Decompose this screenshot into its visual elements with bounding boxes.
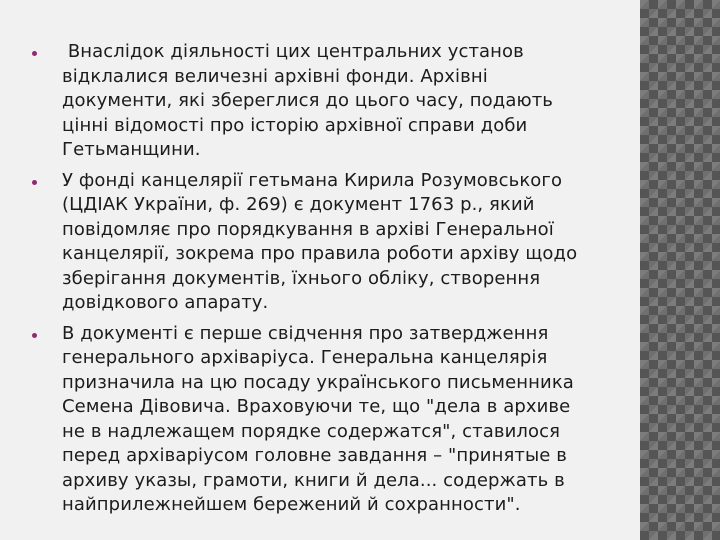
bullet-item bbox=[28, 169, 588, 316]
bullet-item bbox=[28, 40, 588, 163]
bullet-text: Внаслідок діяльності цих центральних установ відклалися величезні архівні фонди. Архівні документи, які збереглися до цього часу, подають цінні відомості про історію архівної справи доби Гетьманщини. bbox=[62, 41, 554, 160]
bullet-text: В документі є перше свідчення про затвердження генерального архіваріуса. Генеральна канцелярія призначила на цю посаду українського письменника Семена Дівовича. Враховуючи те, що "дела в архиве не в надлежащем порядке содержатся", ставилося перед архіваріусом головне завдання – "принятые в архиву указы, грамоти, книги й дела... содержать в найприлежнейшем бережений й сохранности". bbox=[62, 322, 574, 515]
bullet-item bbox=[28, 322, 588, 518]
bullet-dot-icon bbox=[32, 180, 37, 185]
bullet-dot-icon bbox=[32, 333, 37, 338]
decorative-pattern-strip bbox=[640, 0, 720, 540]
bullet-list bbox=[28, 40, 588, 524]
bullet-text: У фонді канцелярії гетьмана Кирила Розумовського (ЦДІАК України, ф. 269) є документ 1763 р., який повідомляє про порядкування в архіві Генеральної канцелярії, зокрема про правила роботи архіву щодо зберігання документів, їхнього обліку, створення довідкового апарату. bbox=[62, 169, 578, 313]
bullet-dot-icon bbox=[32, 51, 37, 56]
